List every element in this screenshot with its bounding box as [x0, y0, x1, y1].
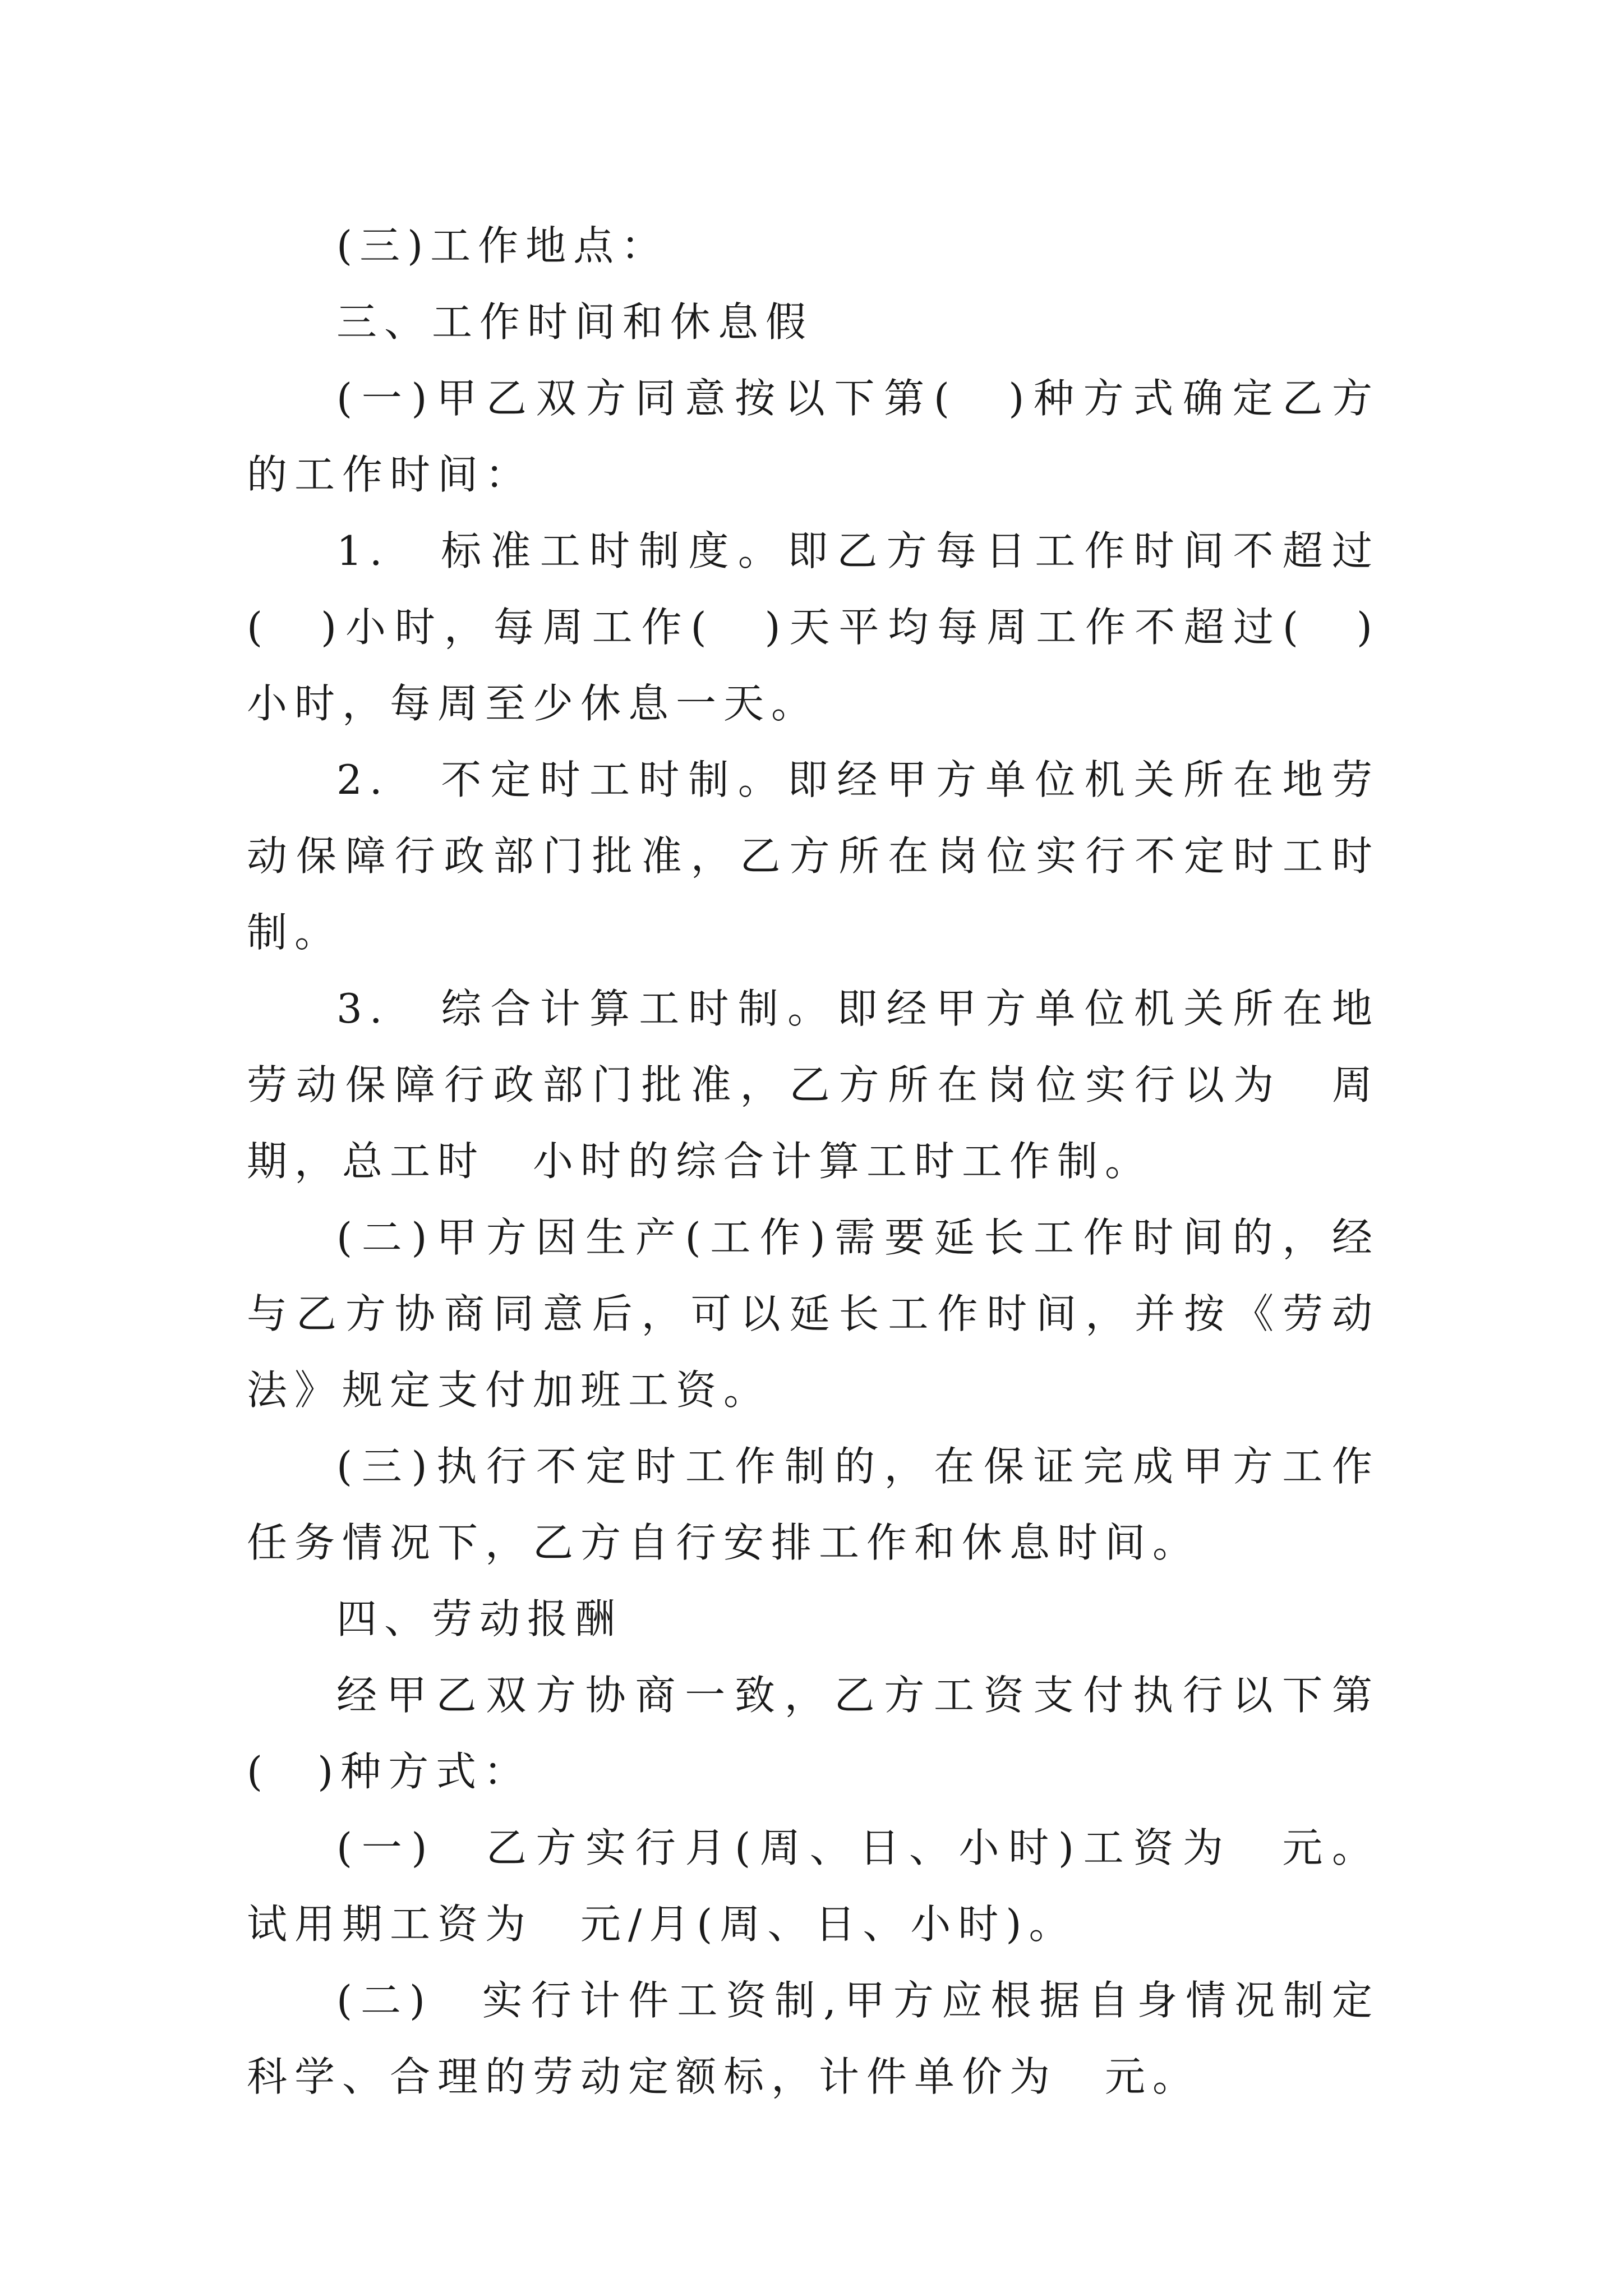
- paragraph-flexible-arrangement: (三)执行不定时工作制的，在保证完成甲方工作任务情况下，乙方自行安排工作和休息时间。: [247, 1443, 1380, 1566]
- paragraph-time-wage: (一) 乙方实行月(周、日、小时)工资为 元。试用期工资为 元/月(周、日、小时)。: [247, 1824, 1380, 1948]
- heading-remuneration: 四、劳动报酬: [336, 1595, 623, 1642]
- heading-working-hours: 三、工作时间和休息假: [336, 298, 814, 346]
- paragraph-piece-wage: (二) 实行计件工资制,甲方应根据自身情况制定科学、合理的劳动定额标，计件单价为 元。: [247, 1977, 1380, 2100]
- paragraph-working-hours-mode: (一)甲乙双方同意按以下第( )种方式确定乙方的工作时间：: [247, 375, 1380, 498]
- document-body: [247, 208, 1380, 2115]
- paragraph-flexible-hours: 2. 不定时工时制。即经甲方单位机关所在地劳动保障行政部门批准，乙方所在岗位实行不定时工时制。: [247, 756, 1380, 956]
- paragraph-comprehensive-hours: 3. 综合计算工时制。即经甲方单位机关所在地劳动保障行政部门批准，乙方所在岗位实行以为 周期，总工时 小时的综合计算工时工作制。: [247, 985, 1380, 1185]
- paragraph-standard-hours: 1. 标准工时制度。即乙方每日工作时间不超过( )小时，每周工作( )天平均每周工作不超过( )小时，每周至少休息一天。: [247, 527, 1380, 727]
- paragraph-work-location: (三)工作地点：: [336, 222, 669, 269]
- paragraph-overtime: (二)甲方因生产(工作)需要延长工作时间的，经与乙方协商同意后，可以延长工作时间，并按《劳动法》规定支付加班工资。: [247, 1214, 1380, 1414]
- paragraph-payment-mode: 经甲乙双方协商一致，乙方工资支付执行以下第( )种方式：: [247, 1672, 1380, 1795]
